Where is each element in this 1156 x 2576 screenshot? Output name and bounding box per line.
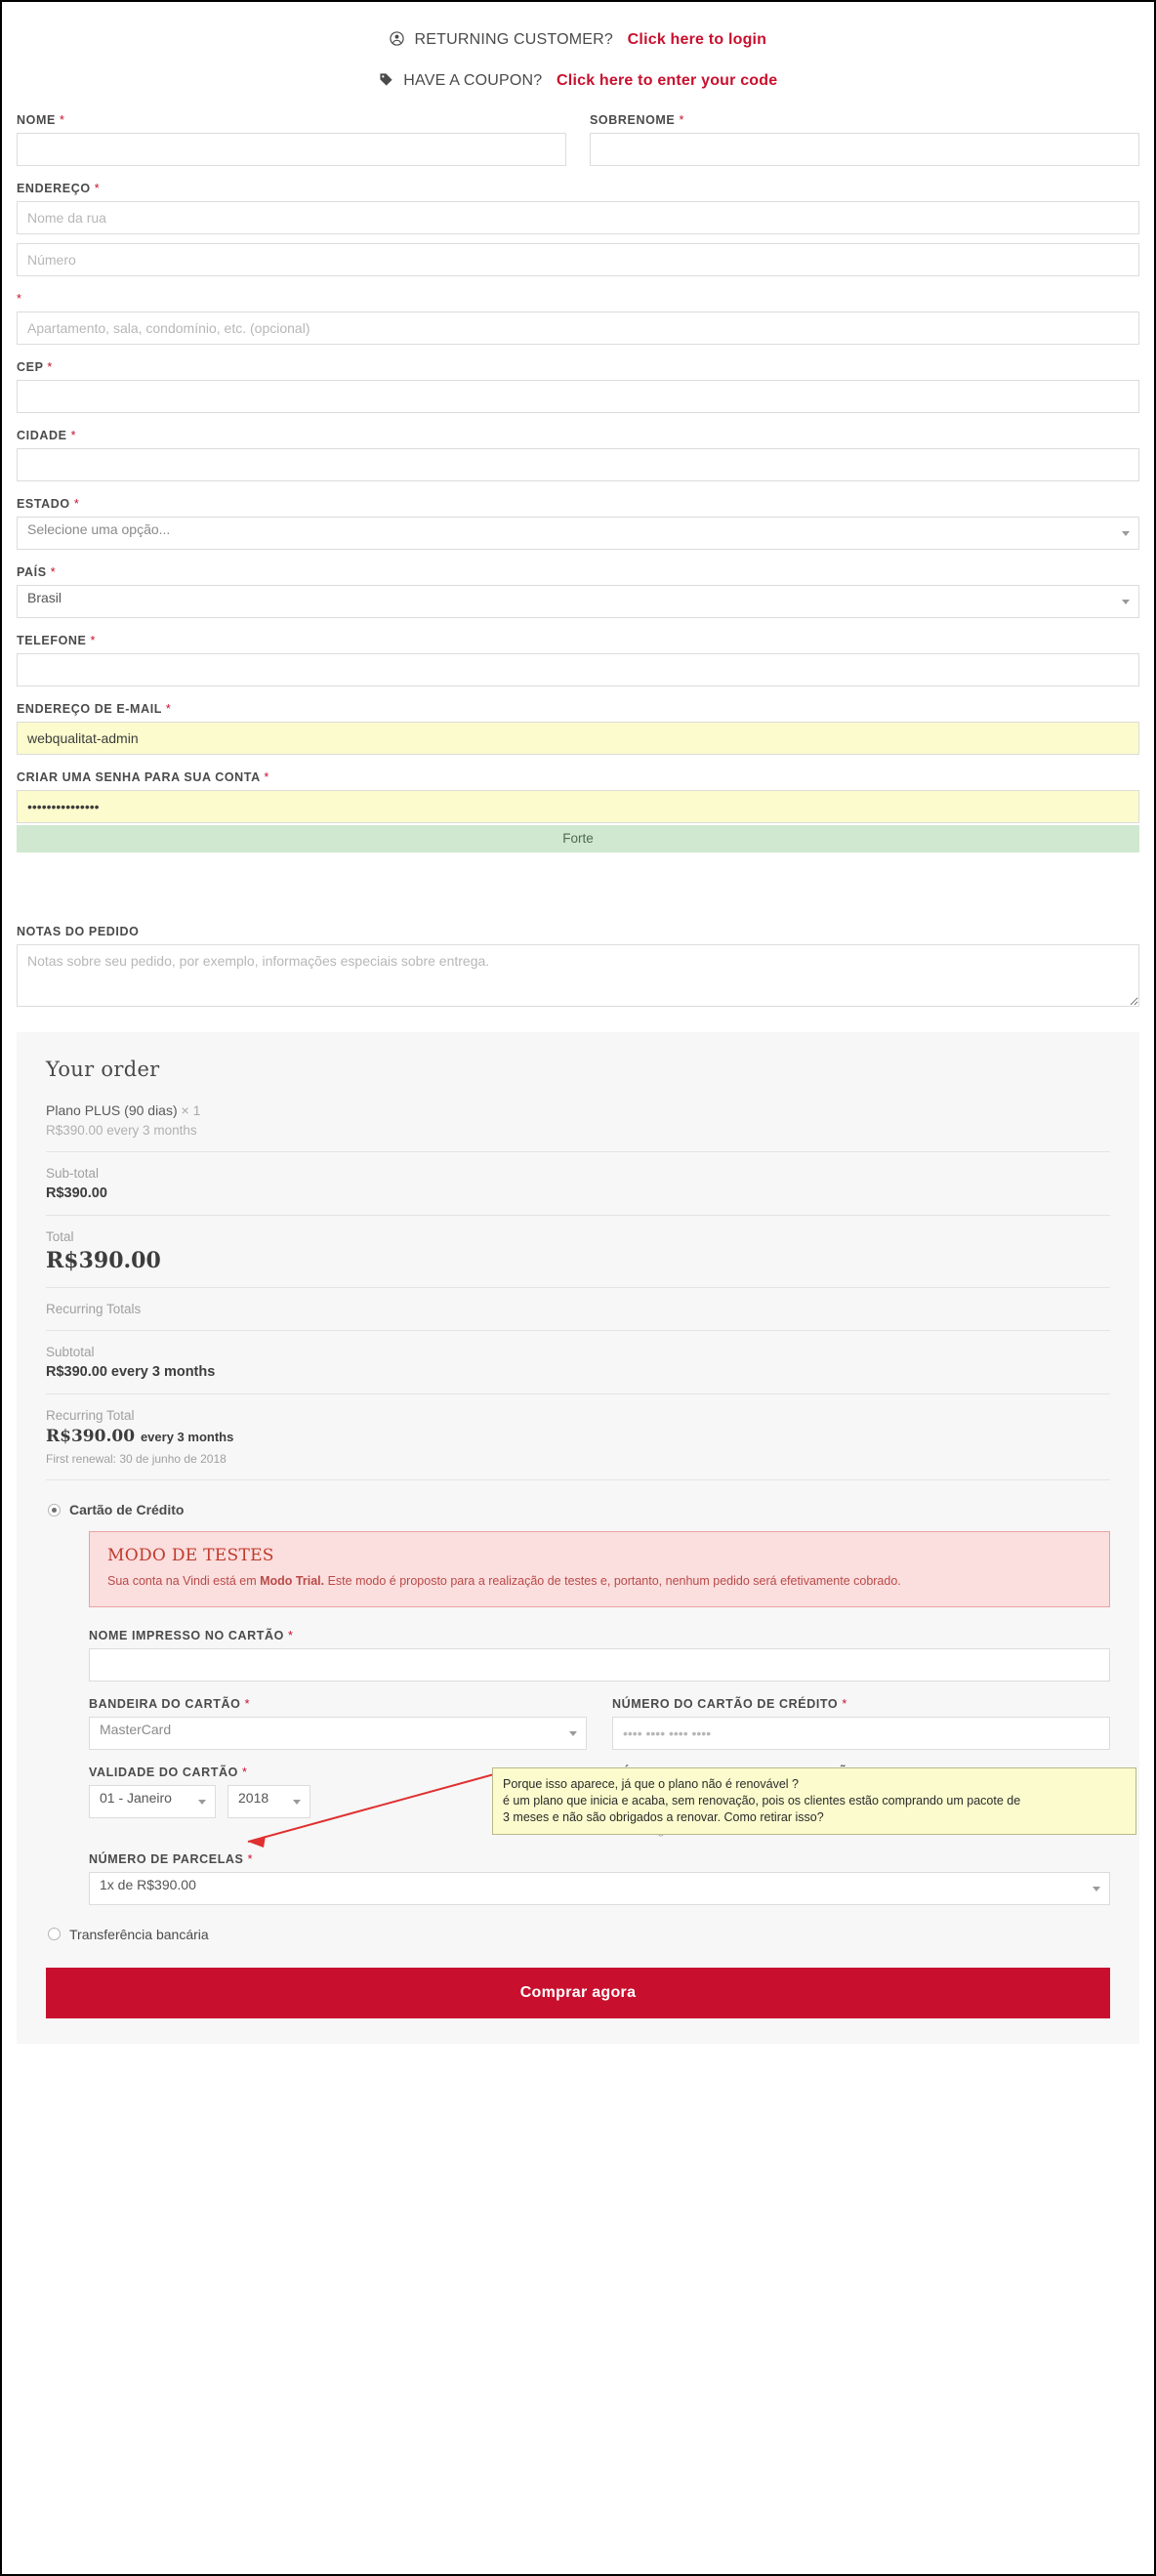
test-mode-title: MODO DE TESTES [107, 1546, 274, 1565]
password-field [17, 770, 1139, 852]
address-label: ENDEREÇO * [17, 182, 101, 195]
order-total-row [46, 1229, 1110, 1288]
annotation-line-3: 3 meses e não são obrigados a renovar. Como retirar isso? [503, 1809, 824, 1824]
test-mode-notice [89, 1531, 1110, 1607]
first-name-label: NOME * [17, 113, 65, 127]
card-number-field [612, 1697, 1110, 1750]
city-field [17, 429, 1139, 481]
annotation-line-1: Porque isso aparece, já que o plano não é renovável ? [503, 1777, 799, 1791]
order-subtotal-label: Sub-total [46, 1166, 100, 1181]
order-notes-label: NOTAS DO PEDIDO [17, 925, 140, 938]
returning-customer-label: RETURNING CUSTOMER? [414, 31, 614, 48]
payment-option-bank-transfer[interactable] [48, 1927, 1110, 1942]
order-product-recurring: R$390.00 every 3 months [46, 1123, 197, 1138]
password-strength-indicator: Forte [17, 825, 1139, 852]
first-name-field [17, 113, 566, 166]
coupon-label: HAVE A COUPON? [403, 72, 543, 89]
coupon-notice [17, 72, 1139, 92]
radio-bank-transfer-icon[interactable] [48, 1928, 61, 1940]
last-name-input[interactable] [590, 133, 1139, 166]
card-number-input[interactable] [612, 1717, 1110, 1750]
login-link[interactable]: Click here to login [627, 31, 767, 48]
card-expiry-year-select[interactable]: 2018 [227, 1785, 310, 1818]
recurring-subtotal-value: R$390.00 every 3 months [46, 1364, 216, 1380]
card-name-field [89, 1629, 1110, 1682]
card-brand-select[interactable]: MasterCard [89, 1717, 587, 1750]
city-label: CIDADE * [17, 429, 77, 442]
installments-select[interactable]: 1x de R$390.00 [89, 1872, 1110, 1905]
payment-option-credit-card[interactable] [48, 1502, 1110, 1517]
order-summary [17, 1032, 1139, 2044]
password-input[interactable] [17, 790, 1139, 823]
order-product-name: Plano PLUS (90 dias) × 1 [46, 1102, 201, 1118]
card-expiry-month-select[interactable]: 01 - Janeiro [89, 1785, 216, 1818]
phone-label: TELEFONE * [17, 634, 97, 647]
postcode-input[interactable] [17, 380, 1139, 413]
recurring-total-value: R$390.00 every 3 months [46, 1427, 234, 1446]
last-name-label: SOBRENOME * [590, 113, 684, 127]
order-total-value: R$390.00 [46, 1248, 161, 1273]
recurring-subtotal-label: Subtotal [46, 1345, 95, 1359]
email-field [17, 702, 1139, 755]
card-brand-label: BANDEIRA DO CARTÃO * [89, 1696, 251, 1711]
password-label: CRIAR UMA SENHA PARA SUA CONTA * [17, 770, 269, 784]
order-total-label: Total [46, 1229, 74, 1244]
card-number-label: NÚMERO DO CARTÃO DE CRÉDITO * [612, 1696, 847, 1711]
state-field [17, 497, 1139, 550]
phone-input[interactable] [17, 653, 1139, 686]
order-subtotal-value: R$390.00 [46, 1185, 107, 1201]
order-summary-title: Your order [46, 1058, 160, 1081]
checkout-form [17, 113, 1139, 2044]
last-name-field [590, 113, 1139, 166]
order-product-row [46, 1102, 1110, 1152]
radio-credit-card-icon[interactable] [48, 1504, 61, 1517]
country-field [17, 565, 1139, 618]
recurring-totals-header: Recurring Totals [46, 1302, 142, 1316]
email-label: ENDEREÇO DE E-MAIL * [17, 702, 172, 716]
order-subtotal-row [46, 1166, 1110, 1216]
annotation-callout [492, 1767, 1136, 1835]
address-extra-field [17, 292, 1139, 345]
recurring-subtotal-row [46, 1345, 1110, 1394]
annotation-line-2: é um plano que inicia e acaba, sem renovação, pois os clientes estão comprando um pacote de [503, 1793, 1021, 1807]
recurring-total-row [46, 1408, 1110, 1480]
address-extra-label: * [17, 292, 22, 306]
state-select[interactable]: Selecione uma opção... [17, 517, 1139, 550]
first-name-input[interactable] [17, 133, 566, 166]
recurring-totals-header-row [46, 1302, 1110, 1331]
card-name-label: NOME IMPRESSO NO CARTÃO * [89, 1628, 294, 1642]
buy-now-button[interactable]: Comprar agora [46, 1968, 1110, 2018]
postcode-label: CEP * [17, 360, 53, 374]
first-renewal-text: First renewal: 30 de junho de 2018 [46, 1452, 227, 1466]
payment-option-bank-transfer-label: Transferência bancária [69, 1926, 209, 1942]
country-label: PAÍS * [17, 565, 57, 579]
street-number-input[interactable] [17, 243, 1139, 276]
card-brand-field [89, 1697, 587, 1750]
order-notes-field [17, 925, 1139, 1011]
street-input[interactable] [17, 201, 1139, 234]
address-extra-input[interactable] [17, 312, 1139, 345]
postcode-field [17, 360, 1139, 413]
payment-option-credit-card-label: Cartão de Crédito [69, 1502, 185, 1517]
user-circle-icon [390, 31, 404, 51]
coupon-link[interactable]: Click here to enter your code [557, 72, 778, 89]
country-select[interactable]: Brasil [17, 585, 1139, 618]
returning-customer-notice [17, 31, 1139, 51]
order-notes-textarea[interactable] [17, 944, 1139, 1007]
state-label: ESTADO * [17, 497, 80, 511]
test-mode-text: Sua conta na Vindi está em Modo Trial. Este modo é proposto para a realização de testes e, portanto, nenhum pedido será efetivamente cobrado. [107, 1574, 901, 1588]
address-field [17, 182, 1139, 276]
recurring-total-label: Recurring Total [46, 1408, 135, 1423]
installments-label: NÚMERO DE PARCELAS * [89, 1851, 254, 1866]
city-input[interactable] [17, 448, 1139, 481]
card-validity-label: VALIDADE DO CARTÃO * [89, 1765, 248, 1779]
card-name-input[interactable] [89, 1648, 1110, 1682]
tag-icon [379, 72, 393, 92]
email-input[interactable] [17, 722, 1139, 755]
phone-field [17, 634, 1139, 686]
